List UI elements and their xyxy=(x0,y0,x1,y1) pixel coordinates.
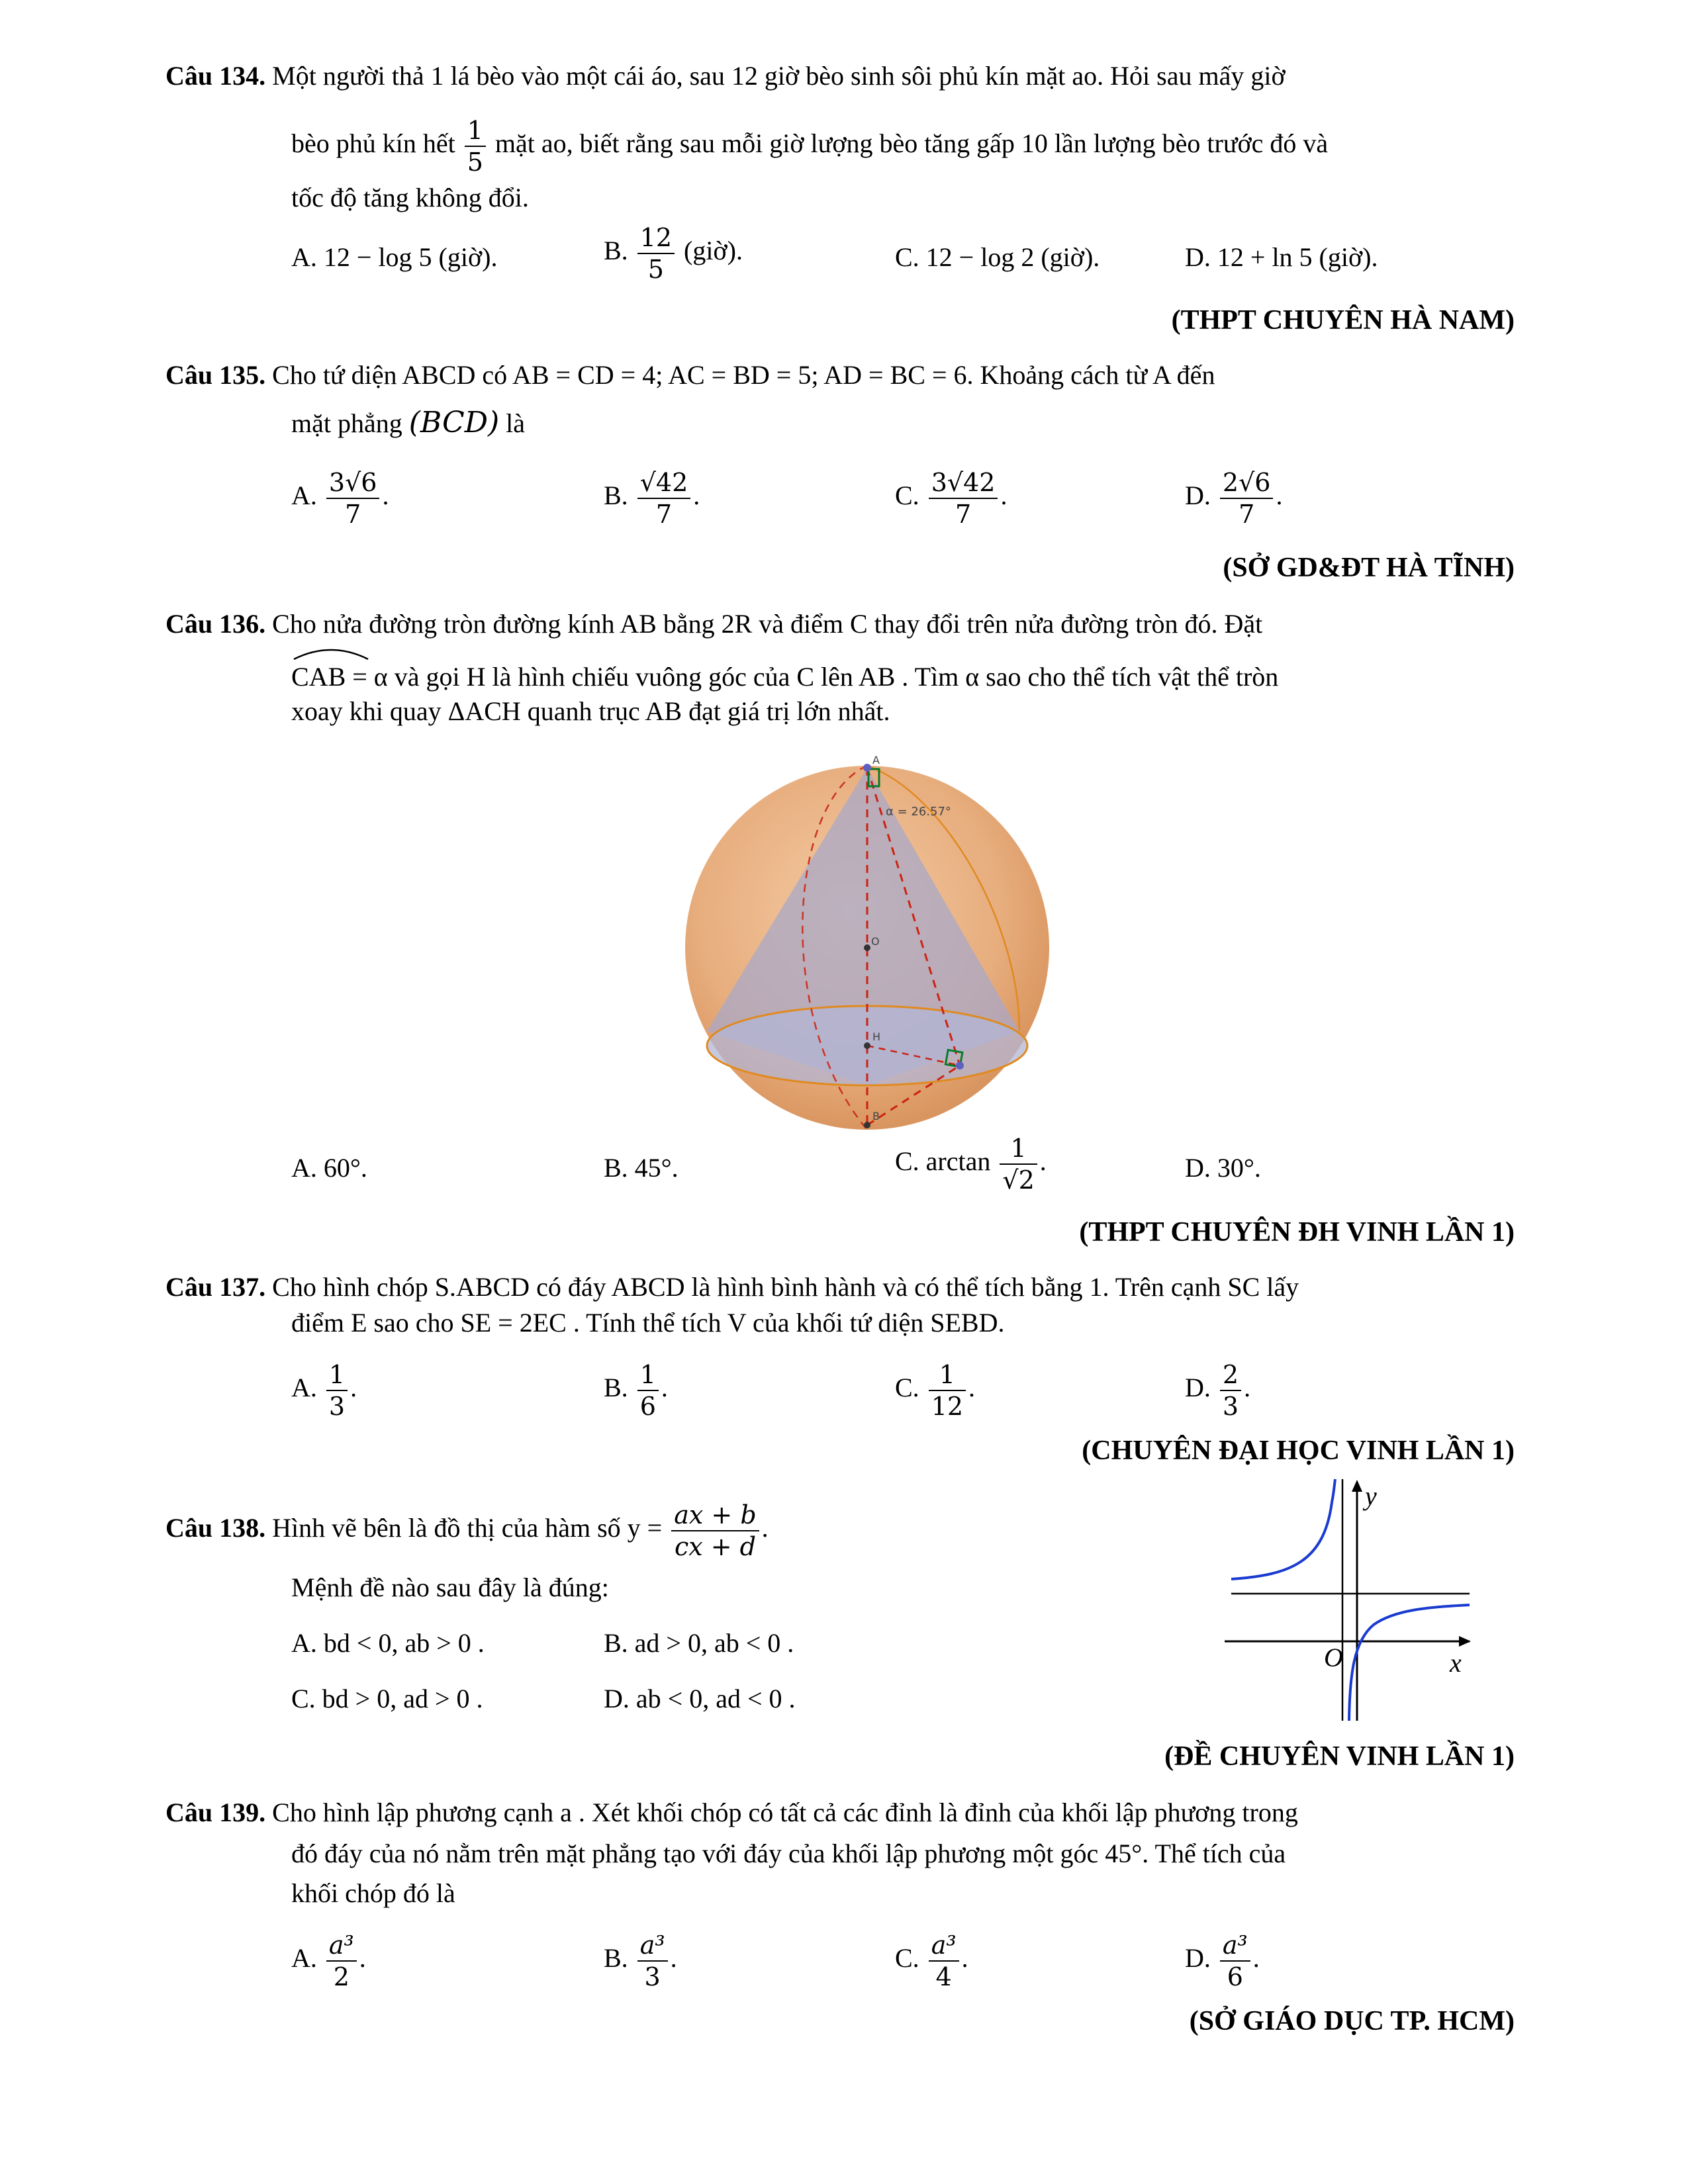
fig-label-b: B xyxy=(872,1110,880,1122)
q134-line3: tốc độ tăng không đổi. xyxy=(291,183,529,212)
q135-option-c: C. $\frac{3√42}{7}$ . xyxy=(895,468,1008,529)
q134-option-c: C. 12 − log 2 (giờ). xyxy=(895,242,1100,272)
q134-line1 xyxy=(165,58,1286,94)
q136-line1 xyxy=(165,606,1262,642)
q136-text1: Cho nửa đường tròn đường kính AB bằng 2R và điểm C thay đổi trên nửa đường tròn đó. Đặt xyxy=(272,609,1263,639)
q139-option-a: A. $\frac{\text{a³}}{2}$ . xyxy=(291,1931,366,1991)
y-axis-arrow-icon xyxy=(1352,1480,1362,1492)
origin-label: O xyxy=(1324,1643,1343,1672)
q136-option-b: B. 45°. xyxy=(604,1153,679,1183)
q137-label: Câu 137. xyxy=(165,1272,266,1302)
q137-line1 xyxy=(165,1269,1299,1305)
q135-label: Câu 135. xyxy=(165,360,266,390)
q136-option-d: D. 30°. xyxy=(1185,1153,1261,1183)
q138-label: Câu 138. xyxy=(165,1513,266,1543)
q137-option-d: D. $\frac{2}{3}$ . xyxy=(1185,1360,1251,1421)
q135-option-b: B. $\frac{√42}{7}$ . xyxy=(604,468,700,529)
q139-text1: Cho hình lập phương cạnh a . Xét khối chóp có tất cả các đỉnh là đỉnh của khối lập phương trong xyxy=(272,1797,1298,1827)
q139-source: (SỞ GIÁO DỤC TP. HCM) xyxy=(1189,2006,1515,2036)
q135-option-a: A. $\frac{3√6}{7}$ . xyxy=(291,468,389,529)
q135-text1: Cho tứ diện ABCD có AB = CD = 4; AC = BD = 5; AD = BC = 6. Khoảng cách từ A đến xyxy=(272,360,1215,390)
q138-fraction: $\frac{ax + b}{cx + d}$ xyxy=(671,1502,759,1559)
q138-option-d: D. ab < 0, ad < 0 . xyxy=(604,1684,796,1713)
q137-option-a: A. $\frac{1}{3}$ . xyxy=(291,1360,357,1421)
q139-option-b: B. $\frac{\text{a³}}{3}$ . xyxy=(604,1931,677,1991)
q138-option-a: A. bd < 0, ab > 0 . xyxy=(291,1628,485,1658)
q135-source: (SỞ GD&ĐT HÀ TĨNH) xyxy=(1223,553,1515,583)
hyperbola-graph xyxy=(1225,1476,1476,1727)
sphere-cone-figure xyxy=(675,754,1059,1138)
q138-source: (ĐỀ CHUYÊN VINH LẦN 1) xyxy=(1164,1741,1515,1772)
q136-line2: CAB = α và gọi H là hình chiếu vuông góc của C lên AB . Tìm α sao cho thể tích vật thể tròn xyxy=(291,662,1279,692)
fig-label-a: A xyxy=(872,754,880,766)
fig-label-o: O xyxy=(871,935,880,948)
q138-text1: Hình vẽ bên là đồ thị của hàm số y = xyxy=(272,1513,663,1543)
q138-option-c: C. bd > 0, ad > 0 . xyxy=(291,1684,483,1713)
x-axis-arrow-icon xyxy=(1459,1636,1471,1647)
q136-line3: xoay khi quay ΔACH quanh trục AB đạt giá trị lớn nhất. xyxy=(291,696,890,726)
q139-line2: đó đáy của nó nằm trên mặt phẳng tạo với đáy của khối lập phương một góc 45°. Thể tích của xyxy=(291,1839,1286,1868)
q138-line2: Mệnh đề nào sau đây là đúng: xyxy=(291,1572,609,1602)
q137-text1: Cho hình chóp S.ABCD có đáy ABCD là hình bình hành và có thể tích bằng 1. Trên cạnh SC lấy xyxy=(272,1272,1299,1302)
q137-source: (CHUYÊN ĐẠI HỌC VINH LẦN 1) xyxy=(1082,1435,1515,1466)
q134-fraction: $\frac{1}{5}$ xyxy=(465,118,486,175)
q136-option-c: C. arctan $\frac{1}{√2}$ . xyxy=(895,1134,1047,1195)
x-axis-label: x xyxy=(1450,1648,1462,1678)
q134-text2a: bèo phủ kín hết xyxy=(291,128,455,159)
q134-option-d: D. 12 + ln 5 (giờ). xyxy=(1185,242,1378,272)
q134-option-b: B. $\frac{12}{5}$ (giờ). xyxy=(604,223,743,284)
q138-option-b: B. ad > 0, ab < 0 . xyxy=(604,1628,794,1658)
q135-line1 xyxy=(165,357,1215,393)
y-axis-label: y xyxy=(1365,1481,1377,1511)
q139-option-d: D. $\frac{\text{a³}}{6}$ . xyxy=(1185,1931,1260,1991)
q139-line1 xyxy=(165,1795,1298,1831)
fig-label-h: H xyxy=(872,1030,881,1043)
fig-angle-label: α = 26.57° xyxy=(886,805,951,819)
q134-text1: Một người thả 1 lá bèo vào một cái áo, sau 12 giờ bèo sinh sôi phủ kín mặt ao. Hỏi sau mấy giờ xyxy=(272,61,1286,91)
q137-option-c: C. $\frac{1}{12}$ . xyxy=(895,1360,976,1421)
q134-line2 xyxy=(291,118,1328,175)
q139-line3: khối chóp đó là xyxy=(291,1878,455,1908)
q136-label: Câu 136. xyxy=(165,609,266,639)
q137-line2: điểm E sao cho SE = 2EC . Tính thể tích V của khối tứ diện SEBD. xyxy=(291,1308,1005,1338)
q136-source: (THPT CHUYÊN ĐH VINH LẦN 1) xyxy=(1079,1217,1515,1248)
q135-line2: mặt phẳng (BCD) là xyxy=(291,406,526,439)
q137-option-b: B. $\frac{1}{6}$ . xyxy=(604,1360,668,1421)
q134-label: Câu 134. xyxy=(165,61,266,91)
q134-source: (THPT CHUYÊN HÀ NAM) xyxy=(1171,305,1515,336)
arc-accent-icon xyxy=(291,645,371,662)
q139-label: Câu 139. xyxy=(165,1797,266,1827)
graph-branch-left xyxy=(1231,1479,1335,1579)
q135-option-d: D. $\frac{2√6}{7}$ . xyxy=(1185,468,1283,529)
q134-text2b: mặt ao, biết rằng sau mỗi giờ lượng bèo tăng gấp 10 lần lượng bèo trước đó và xyxy=(494,128,1329,159)
q139-option-c: C. $\frac{\text{a³}}{4}$ . xyxy=(895,1931,968,1991)
q138-line1: Câu 138. Hình vẽ bên là đồ thị của hàm số y = $\frac{ax + b}{cx + d}$ . xyxy=(165,1500,769,1561)
q134-option-a: A. 12 − log 5 (giờ). xyxy=(291,242,498,272)
q136-option-a: A. 60°. xyxy=(291,1153,367,1183)
